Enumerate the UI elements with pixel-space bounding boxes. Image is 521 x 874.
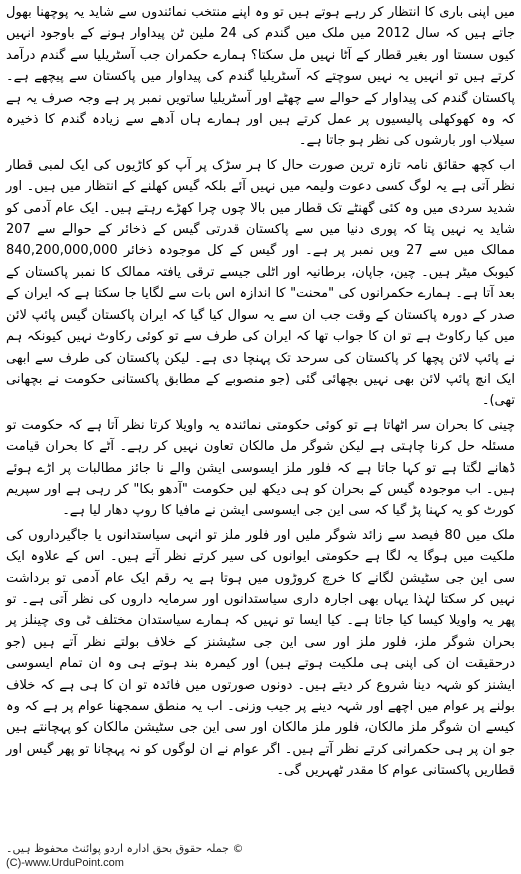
article-body: [6, 2, 515, 782]
copyright-notice: © جملہ حقوق بحق ادارہ اردو پوائنٹ محفوظ ہیں۔: [6, 842, 244, 855]
paragraph-sugar-flour-crisis: چینی کا بحران سر اٹھاتا ہے تو کوئی حکومتی نمائندہ یہ واویلا کرتا نظر آتا ہے کہ حکومت تو مسئلہ حل کرنا چاہتی ہے لیکن شوگر مل مالکان تعاون نہیں کر رہے۔ آٹے کا بحران قیامت ڈھانے لگتا ہے تو کہا جاتا ہے کہ فلور ملز ایسوسی ایشن والے نا جائز مطالبات پر اڑے ہوئے ہیں۔ اب موجودہ گیس کے بحران کو ہی دیکھ لیں حکومت "آدھو بکا" کر رہی ہے اور سپریم کورٹ کو یہ کہنا پڑ گیا کہ سی این جی ایسوسی ایشن نے مافیا کا روپ دھار لیا ہے۔: [6, 417, 515, 519]
page-footer: [6, 842, 515, 870]
paragraph-mill-ownership: ملک میں 80 فیصد سے زائد شوگر ملیں اور فلور ملز تو انہی سیاستدانوں یا جاگیرداروں کی ملکیت میں ہوگا یہ لگا ہے حکومتی ایوانوں کی سیر کرتے نظر آتے ہیں۔ اس کے علاوہ ایک سی این جی سٹیشن لگانے کا خرچ کروڑوں میں ہوتا ہے یہ رقم ایک عام آدمی تو برداشت نہیں کر سکتا لہٰذا یہاں بھی اجارہ داری سیاستدانوں اور سرمایہ داروں کی نظر آتی ہے۔ تو پھر یہ واویلا کیسا کیا جاتا ہے۔ کیا ایسا تو نہیں کہ ہمارے سیاستدان مختلف ٹی وی چینلز پر بحران شوگر ملز، فلور ملز اور سی این جی سٹیشنز کے خلاف بولتے نظر آتے ہیں (جو درحقیقت ان کی اپنی ہی ملکیت ہوتے ہیں) اور کیمرہ بند ہوتے ہی وہ ان تمام ایسوسی ایشنز کو شہہ دینا شروع کر دیتے ہیں۔ دونوں صورتوں میں فائدہ تو ان کا ہی ہے کہ خلاف بولنے پر عوام میں اچھے اور شہہ دینے پر جیب وزنی۔ اب یہ منطق سمجھنا عوام پر ہے کہ وہ کیسے ان شوگر ملز مالکان، فلور ملز مالکان اور سی این جی سٹیشن مالکان کو پہچانتے ہیں جو ان پر ہی حکمرانی کرتے نظر آتے ہیں۔ اگر عوام نے ان لوگوں کو نہ پہچانا تو پھر گیس اور قطاریں پاکستانی عوام کا مقدر ٹھہریں گی۔: [6, 527, 516, 779]
source-url-link[interactable]: (C)-www.UrduPoint.com: [6, 857, 124, 869]
paragraph-gas-reserves: اب کچھ حقائق نامہ تازہ ترین صورت حال کا ہر سڑک پر آپ کو کاڑیوں کی ایک لمبی قطار نظر آتی ہے یہ لوگ کسی دعوت ولیمہ میں نہیں آئے بلکہ گیس کھلنے کے انتظار میں ہیں۔ اور شدید سردی میں وہ کئی گھنٹے تک قطار میں بالا چوں چرا کھڑے رہتے ہیں۔ ایک عام آدمی کو شاید یہ نہیں پتا کہ پوری دنیا میں سے پاکستان قدرتی گیس کے ذخائر کے حوالے سے 207 ممالک میں سے 27 ویں نمبر پر ہے۔ اور گیس کے کل موجودہ ذخائر 840,200,000,000 کیوبک میٹر ہیں۔ چین، جاپان، برطانیہ اور اٹلی جیسے ترقی یافتہ ممالک کا نمبر پاکستان کے بعد آتا ہے۔ ہمارے حکمرانوں کی "محنت" کا اندازہ اس بات سے لگایا جا سکتا ہے کہ ایران کے صدر کے دورہ پاکستان کے وقت جب ان سے یہ سوال کیا گیا کہ ایران پاکستان گیس پائپ لائن میں کیا رکاوٹ ہے تو ان کا جواب تھا کہ ایران کی طرف سے تو کوئی رکاوٹ نہیں کیونکہ ہم نے پائپ لائن پچھا کر پاکستان کی سرحد تک پہنچا دی ہے۔ لیکن پاکستان کی طرف سے ابھی ایک انچ پائپ لائن بھی نہیں بچھائی گئی (جو منصوبے کے مطابق پاکستانی حکومت نے بچھانی تھی)۔: [6, 157, 515, 409]
paragraph-wheat-shortage: میں اپنی باری کا انتظار کر رہے ہوتے ہیں تو وہ اپنے منتخب نمائندوں سے شاید یہ پوچھنا بھول جاتے ہیں کہ سال 2012 میں ملک میں گندم کی 24 ملین ٹن پیداوار ہونے کے باوجود انہیں کیوں سستا اور بغیر قطار کے آٹا نہیں مل سکتا؟ ہمارے حکمران جب آسٹریلیا سے گندم درآمد کرتے ہیں تو انہیں یہ نہیں سوچتے کہ آسٹریلیا گندم کی پیداوار میں پاکستان سے پیچھے ہے۔ پاکستان گندم کی پیداوار کے حوالے سے چھٹے اور آسٹریلیا ساتویں نمبر پر ہے وجہ صرف یہ ہے کہ وہ کھوکھلی پالیسیوں پر عمل کرتے ہیں اور ہمارے ہاں آدھے سے زیادہ گندم کا ذخیرہ سیلاب اور بارشوں کی نظر ہو جاتا ہے۔: [6, 5, 515, 149]
